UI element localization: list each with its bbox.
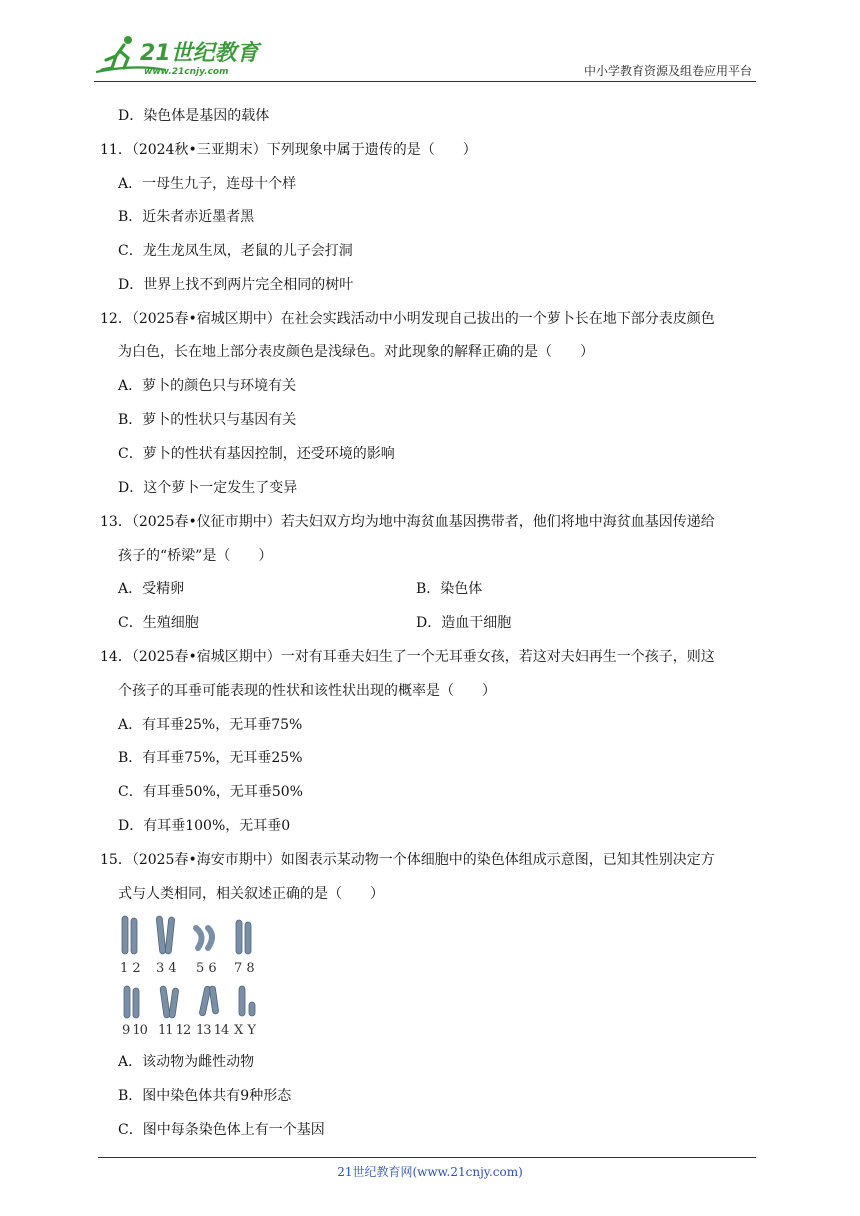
footer-divider — [98, 1157, 756, 1158]
q12-option-b: B．萝卜的性状只与基因有关 — [118, 412, 297, 428]
q12-option-d: D．这个萝卜一定发生了变异 — [118, 480, 298, 496]
q11-stem: 11．（2024秋•三亚期末）下列现象中属于遗传的是（ ） — [100, 142, 477, 158]
footer-site-link[interactable]: 21世纪教育网(www.21cnjy.com) — [337, 1165, 523, 1179]
chromosome-pair-13-14 — [199, 986, 219, 1017]
q13-option-b: B．染色体 — [416, 581, 483, 597]
karyo-label-5-6: 5 6 — [196, 961, 217, 976]
q11-option-b: B．近朱者赤近墨者黑 — [118, 209, 255, 225]
logo-text: 21世纪教育 — [140, 41, 259, 66]
q12-stem-line2: 为白色，长在地上部分表皮颜色是浅绿色。对此现象的解释正确的是（ ） — [118, 344, 594, 360]
page-header — [94, 32, 756, 82]
q15-option-a: A．该动物为雌性动物 — [118, 1054, 255, 1070]
chromosome-pair-7-8 — [236, 920, 251, 954]
q13-stem-line1: 13．（2025春•仪征市期中）若夫妇双方均为地中海贫血基因携带者，他们将地中海贫血基因传递给 — [100, 514, 715, 530]
chromosome-pair-x-y — [239, 986, 255, 1016]
chromosome-pair-9-10 — [124, 986, 139, 1018]
chromosome-pair-3-4 — [156, 916, 175, 954]
karyo-label-9-10: 9 10 — [122, 1023, 147, 1038]
q15-option-c: C．图中每条染色体上有一个基因 — [118, 1122, 325, 1138]
chromosome-pair-5-6 — [196, 928, 212, 948]
karyo-label-13-14: 13 14 — [196, 1023, 229, 1038]
logo-21cnjy — [94, 34, 264, 78]
q13-stem-line2: 孩子的“桥梁”是（ ） — [118, 548, 273, 564]
karyo-label-3-4: 3 4 — [156, 961, 177, 976]
q11-option-c: C．龙生龙凤生凤，老鼠的儿子会打洞 — [118, 243, 353, 259]
q12-option-a: A．萝卜的颜色只与环境有关 — [118, 378, 297, 394]
q14-stem-line1: 14．（2025春•宿城区期中）一对有耳垂夫妇生了一个无耳垂女孩，若这对夫妇再生一个孩子，则这 — [100, 649, 715, 665]
q14-option-d: D．有耳垂100%，无耳垂0 — [118, 818, 291, 834]
q13-option-a: A．受精卵 — [118, 581, 185, 597]
karyotype-figure — [118, 914, 268, 1040]
q13-option-c: C．生殖细胞 — [118, 615, 199, 631]
header-platform-text: 中小学教育资源及组卷应用平台 — [583, 64, 752, 78]
q11-option-a: A．一母生九子，连母十个样 — [118, 176, 297, 192]
chromosome-pair-11-12 — [160, 986, 179, 1019]
chromosome-pair-1-2 — [122, 916, 137, 954]
karyo-label-11-12: 11 12 — [158, 1023, 191, 1038]
header-divider — [94, 81, 756, 82]
q12-stem-line1: 12．（2025春•宿城区期中）在社会实践活动中小明发现自己拔出的一个萝卜长在地下部分表皮颜色 — [100, 311, 715, 327]
karyo-label-1-2: 1 2 — [120, 961, 141, 976]
q15-stem-line2: 式与人类相同，相关叙述正确的是（ ） — [118, 886, 384, 902]
karyo-label-7-8: 7 8 — [234, 961, 255, 976]
logo-url: www.21cnjy.com — [144, 67, 229, 77]
q10-option-d: D．染色体是基因的载体 — [118, 108, 270, 124]
q14-option-a: A．有耳垂25%，无耳垂75% — [118, 717, 303, 733]
karyo-label-x-y: X Y — [234, 1023, 256, 1038]
q14-stem-line2: 个孩子的耳垂可能表现的性状和该性状出现的概率是（ ） — [118, 683, 496, 699]
q14-option-b: B．有耳垂75%，无耳垂25% — [118, 750, 303, 766]
q13-option-d: D．造血干细胞 — [416, 615, 512, 631]
q11-option-d: D．世界上找不到两片完全相同的树叶 — [118, 277, 354, 293]
q15-stem-line1: 15．（2025春•海安市期中）如图表示某动物一个体细胞中的染色体组成示意图，已知其性别决定方 — [100, 852, 715, 868]
q12-option-c: C．萝卜的性状有基因控制，还受环境的影响 — [118, 446, 395, 462]
q15-option-b: B．图中染色体共有9种形态 — [118, 1088, 292, 1104]
q14-option-c: C．有耳垂50%，无耳垂50% — [118, 784, 303, 800]
